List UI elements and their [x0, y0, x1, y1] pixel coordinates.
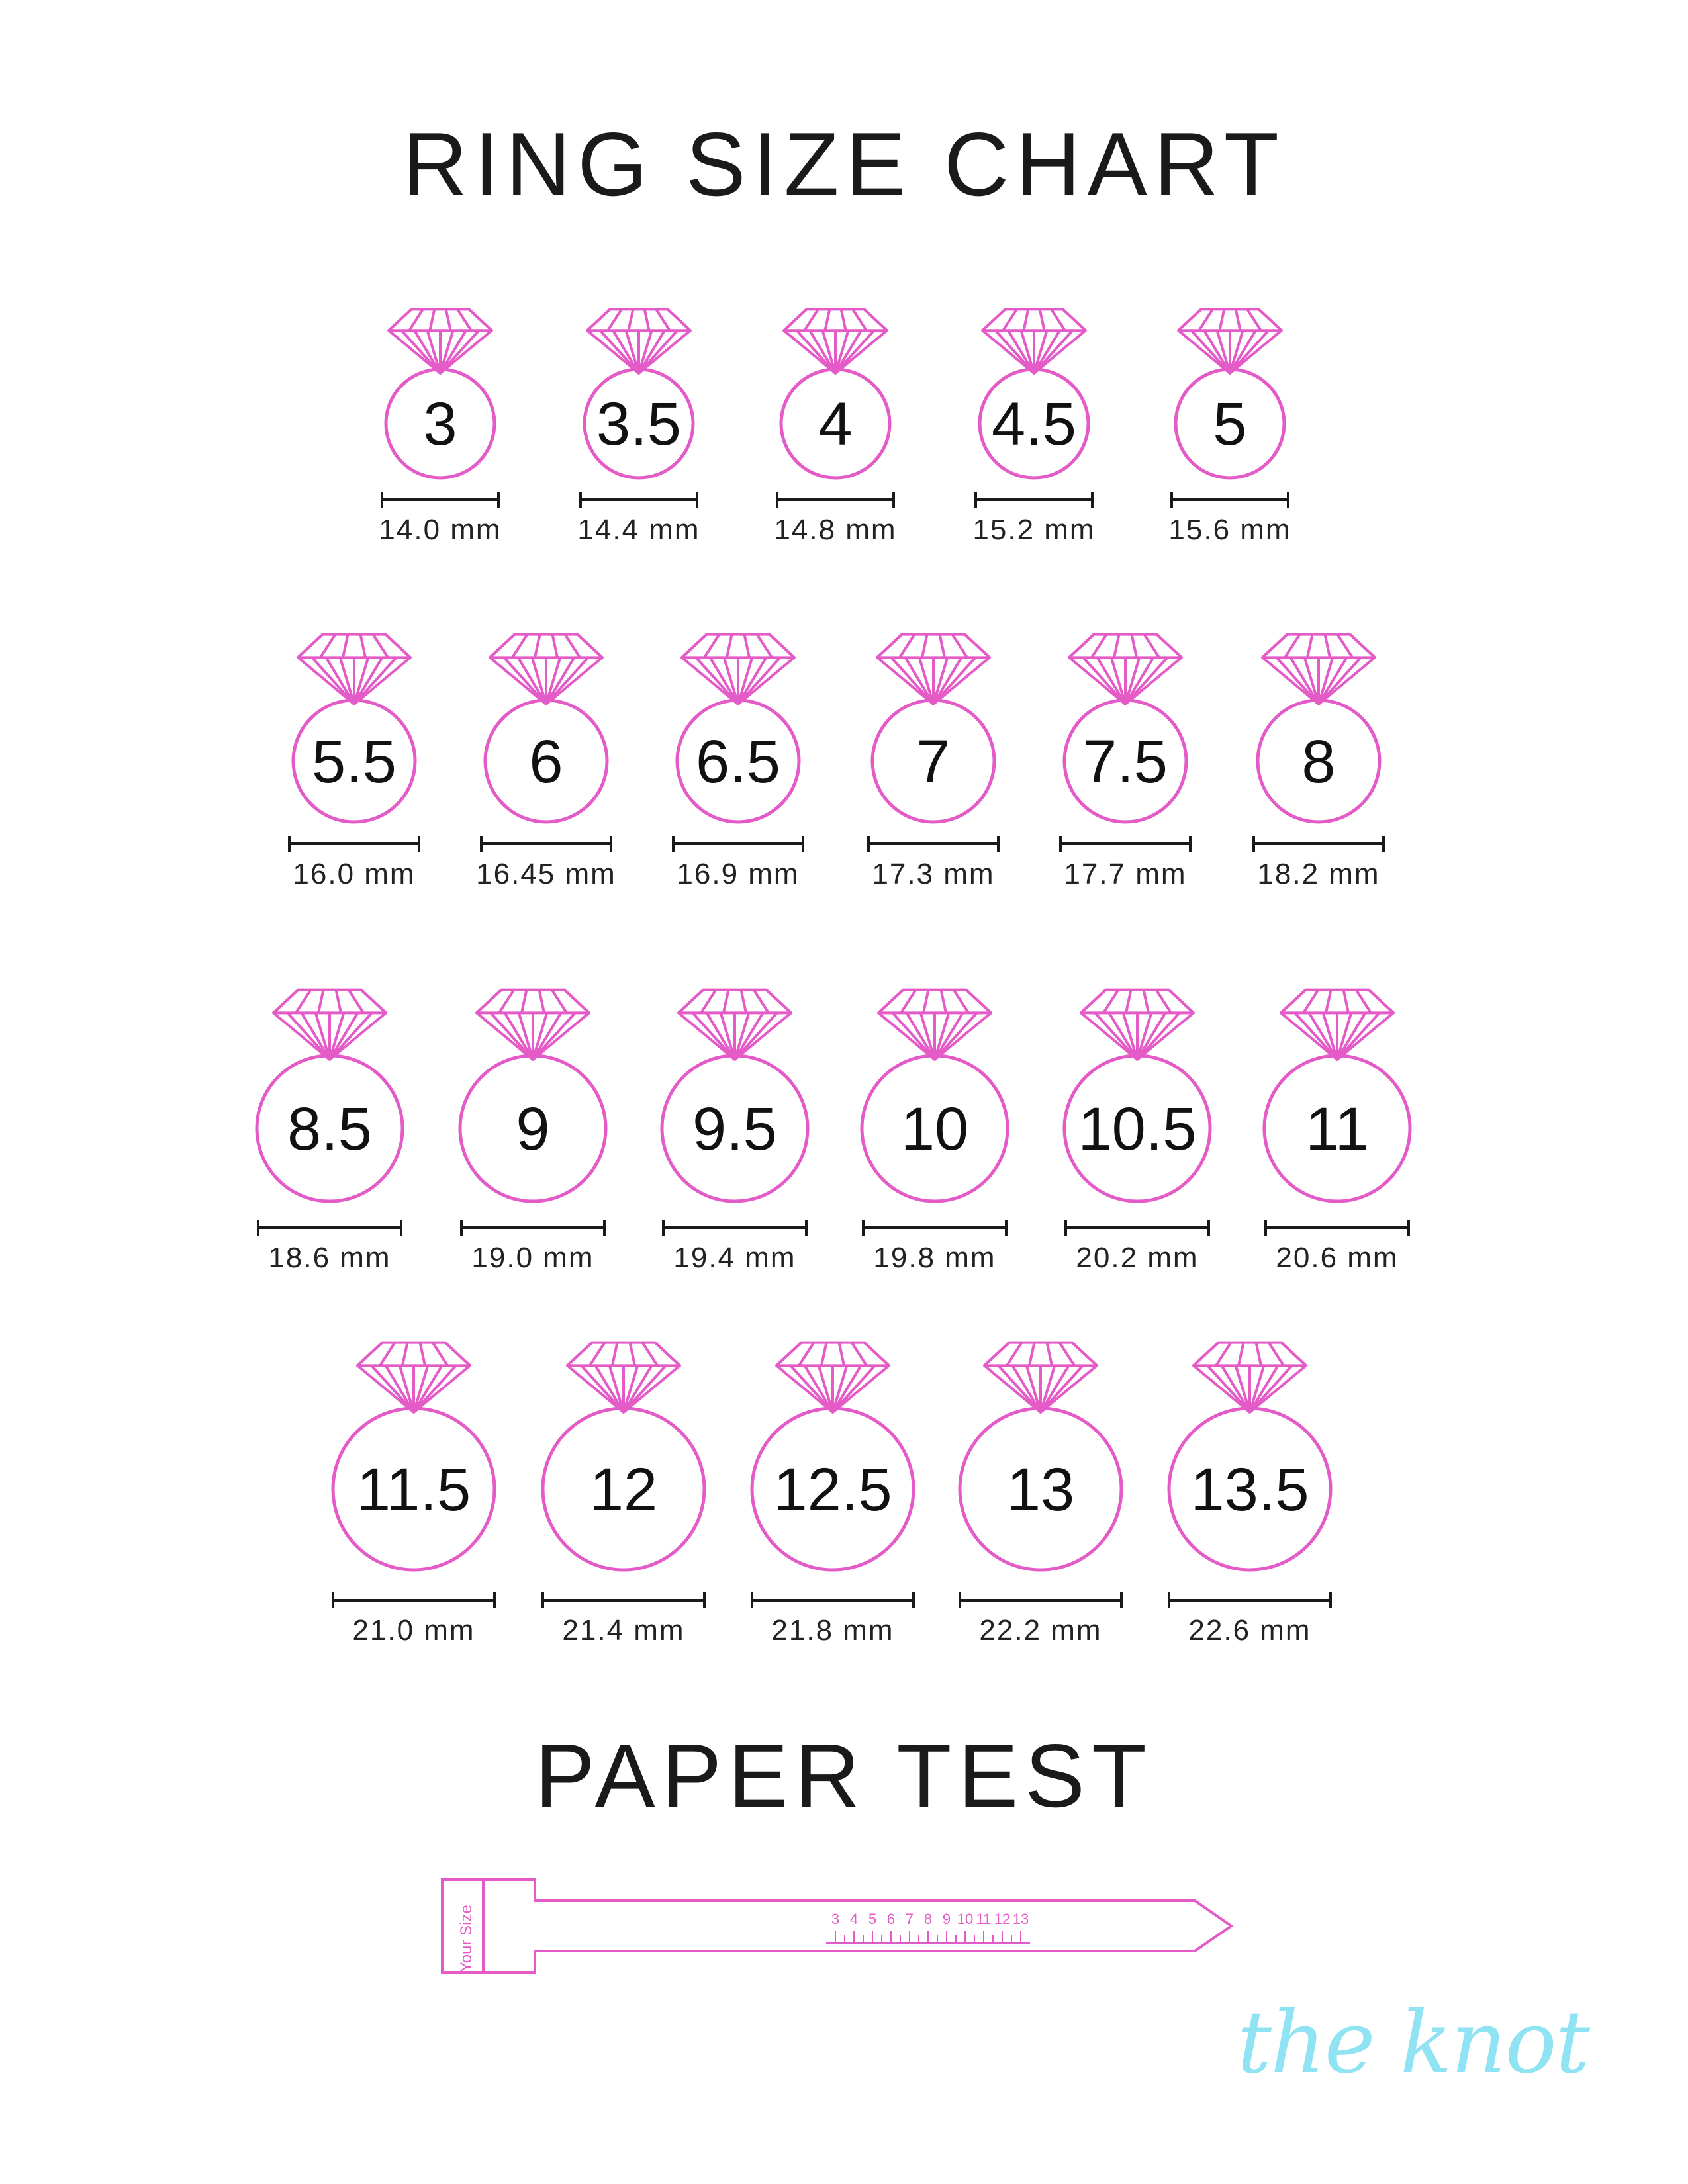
diamond-icon — [682, 635, 794, 704]
diamond-icon — [1281, 990, 1393, 1060]
diameter-bar — [333, 1592, 494, 1608]
ring-size-number: 7 — [916, 728, 951, 796]
diameter-bar — [382, 492, 498, 508]
ring-size-number: 7.5 — [1083, 728, 1168, 796]
ring-size-item — [1254, 635, 1383, 890]
diameter-label: 21.4 mm — [562, 1614, 685, 1647]
strip-scale — [826, 1931, 1030, 1943]
diameter-label: 20.6 mm — [1276, 1242, 1399, 1274]
diamond-icon — [587, 309, 690, 373]
ring-size-item — [1060, 635, 1190, 890]
the-knot-logo: the knot — [1237, 1992, 1589, 2093]
diameter-bar — [289, 836, 419, 852]
ring-size-number: 12 — [589, 1456, 658, 1524]
diameter-label: 22.6 mm — [1188, 1614, 1311, 1647]
ring-size-number: 9.5 — [692, 1095, 777, 1163]
diamond-icon — [776, 1343, 889, 1412]
ring-size-item — [1168, 309, 1291, 546]
diamond-icon — [567, 1343, 680, 1412]
diameter-label: 18.2 mm — [1257, 858, 1380, 890]
diamond-icon — [1178, 309, 1282, 373]
diameter-label: 19.8 mm — [873, 1242, 996, 1274]
diameter-label: 19.4 mm — [673, 1242, 796, 1274]
ring-size-number: 5.5 — [312, 728, 397, 796]
diameter-label: 15.6 mm — [1168, 514, 1291, 546]
diameter-bar — [1060, 836, 1190, 852]
diameter-bar — [461, 1220, 604, 1236]
ring-size-item — [972, 309, 1095, 546]
ring-size-item — [1169, 1343, 1331, 1647]
ring-size-item — [673, 635, 803, 890]
ring-size-number: 3 — [423, 390, 457, 458]
diamond-icon — [477, 990, 589, 1060]
ring-size-item — [774, 309, 896, 546]
diameter-label: 17.3 mm — [872, 858, 995, 890]
diameter-label: 21.8 mm — [771, 1614, 894, 1647]
ring-size-number: 9 — [516, 1095, 550, 1163]
diameter-label: 19.0 mm — [471, 1242, 594, 1274]
diameter-label: 21.0 mm — [352, 1614, 475, 1647]
page-title: RING SIZE CHART — [402, 114, 1286, 214]
diameter-bar — [868, 836, 998, 852]
diameter-bar — [752, 1592, 914, 1608]
ring-size-item — [662, 990, 808, 1274]
diameter-bar — [673, 836, 803, 852]
diameter-bar — [1066, 1220, 1209, 1236]
ring-size-number: 13.5 — [1190, 1456, 1309, 1524]
diamond-icon — [1194, 1343, 1306, 1412]
paper-test-title: PAPER TEST — [535, 1725, 1153, 1826]
diameter-label: 16.0 mm — [293, 858, 416, 890]
strip-scale-label: 8 — [923, 1911, 933, 1927]
diameter-label: 14.8 mm — [774, 514, 897, 546]
diameter-bar — [1169, 1592, 1331, 1608]
ring-size-number: 6 — [529, 728, 563, 796]
diamond-icon — [490, 635, 602, 704]
diameter-bar — [258, 1220, 401, 1236]
strip-tab-label: Your Size — [457, 1905, 475, 1972]
diameter-label: 20.2 mm — [1076, 1242, 1199, 1274]
ring-size-number: 10 — [900, 1095, 969, 1163]
diamond-icon — [1262, 635, 1375, 704]
diameter-label: 16.9 mm — [677, 858, 800, 890]
diamond-icon — [1069, 635, 1182, 704]
diamond-icon — [877, 635, 990, 704]
ring-size-number: 10.5 — [1078, 1095, 1197, 1163]
strip-scale-label: 6 — [886, 1911, 896, 1927]
diamond-icon — [982, 309, 1086, 373]
strip-scale-label: 9 — [942, 1911, 951, 1927]
ring-size-item — [868, 635, 998, 890]
ring-size-item — [379, 309, 501, 546]
ring-size-item — [333, 1343, 494, 1647]
ring-size-item — [543, 1343, 704, 1647]
ring-size-item — [862, 990, 1008, 1274]
ring-size-item — [257, 990, 402, 1274]
ring-size-number: 8 — [1301, 728, 1336, 796]
diamond-icon — [357, 1343, 470, 1412]
diameter-bar — [1172, 492, 1288, 508]
ring-size-number: 11.5 — [356, 1456, 471, 1524]
diameter-bar — [1254, 836, 1383, 852]
ring-size-item — [752, 1343, 914, 1647]
diameter-bar — [976, 492, 1092, 508]
diameter-label: 17.7 mm — [1064, 858, 1187, 890]
diamond-icon — [273, 990, 386, 1060]
diameter-label: 16.45 mm — [476, 858, 616, 890]
diameter-bar — [481, 836, 611, 852]
diameter-label: 18.6 mm — [268, 1242, 391, 1274]
diameter-label: 15.2 mm — [972, 514, 1096, 546]
diameter-bar — [581, 492, 697, 508]
ring-size-item — [1264, 990, 1410, 1274]
diamond-icon — [984, 1343, 1097, 1412]
strip-scale-label: 12 — [994, 1911, 1011, 1927]
ring-size-item — [289, 635, 419, 890]
strip-scale-label: 10 — [957, 1911, 974, 1927]
diamond-icon — [878, 990, 991, 1060]
diamond-icon — [679, 990, 791, 1060]
diamond-icon — [298, 635, 410, 704]
strip-scale-label: 3 — [831, 1911, 840, 1927]
diamond-icon — [389, 309, 492, 373]
diamond-icon — [784, 309, 887, 373]
ring-size-item — [460, 990, 606, 1274]
ring-size-number: 13 — [1006, 1456, 1075, 1524]
diameter-label: 22.2 mm — [979, 1614, 1102, 1647]
strip-scale-label: 4 — [849, 1911, 859, 1927]
diameter-bar — [543, 1592, 704, 1608]
ring-size-item — [476, 635, 616, 890]
diameter-bar — [777, 492, 894, 508]
ring-size-number: 8.5 — [287, 1095, 372, 1163]
diameter-label: 14.0 mm — [379, 514, 502, 546]
ring-size-item — [960, 1343, 1121, 1647]
diameter-bar — [1266, 1220, 1409, 1236]
diameter-bar — [960, 1592, 1121, 1608]
ring-size-number: 12.5 — [773, 1456, 892, 1524]
diamond-icon — [1081, 990, 1194, 1060]
diameter-bar — [663, 1220, 806, 1236]
ring-size-item — [577, 309, 700, 546]
ring-size-number: 11 — [1305, 1095, 1369, 1163]
strip-scale-label: 13 — [1012, 1911, 1029, 1927]
ring-size-number: 4.5 — [992, 390, 1076, 458]
strip-scale-label: 5 — [868, 1911, 877, 1927]
diameter-bar — [863, 1220, 1006, 1236]
strip-scale-label: 11 — [976, 1911, 992, 1927]
ring-size-number: 5 — [1213, 390, 1247, 458]
ring-size-number: 6.5 — [696, 728, 780, 796]
diameter-label: 14.4 mm — [577, 514, 700, 546]
ring-size-number: 3.5 — [596, 390, 681, 458]
ring-size-number: 4 — [818, 390, 853, 458]
strip-scale-label: 7 — [905, 1911, 914, 1927]
ring-size-item — [1064, 990, 1210, 1274]
